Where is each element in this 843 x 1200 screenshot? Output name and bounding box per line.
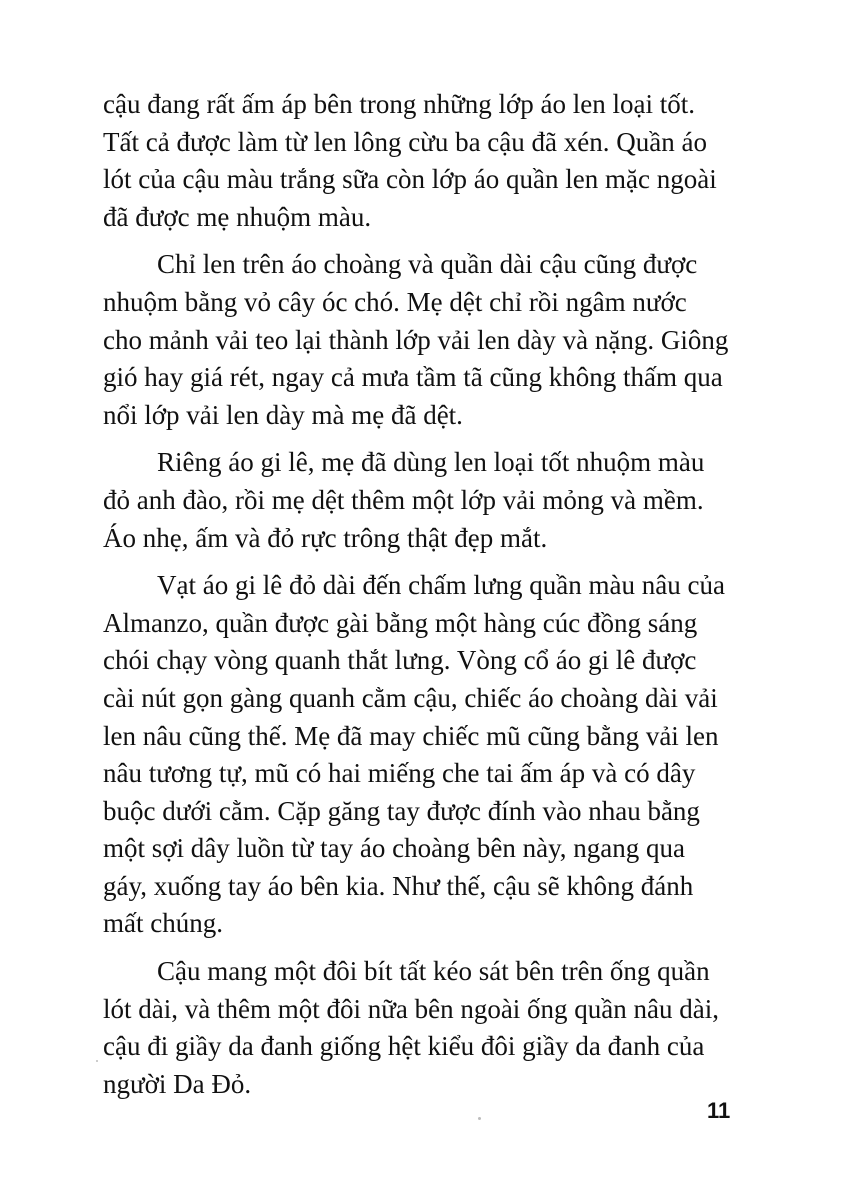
text-line: Áo nhẹ, ấm và đỏ rực trông thật đẹp mắt. bbox=[103, 522, 548, 553]
text-line: Vạt áo gi lê đỏ dài đến chấm lưng quần màu nâu của bbox=[157, 570, 725, 601]
text-line: người Da Đỏ. bbox=[103, 1068, 252, 1099]
text-line: Riêng áo gi lê, mẹ đã dùng len loại tốt nhuộm màu bbox=[157, 447, 705, 478]
text-line: nổi lớp vải len dày mà mẹ đã dệt. bbox=[103, 399, 463, 430]
text-line: cậu đi giầy da đanh giống hệt kiểu đôi giầy da đanh của bbox=[103, 1031, 705, 1062]
text-line: nhuộm bằng vỏ cây óc chó. Mẹ dệt chỉ rồi ngâm nước bbox=[103, 286, 687, 317]
text-line: gáy, xuống tay áo bên kia. Như thế, cậu sẽ không đánh bbox=[103, 870, 694, 901]
text-line: Chỉ len trên áo choàng và quần dài cậu cũng được bbox=[157, 249, 698, 280]
body-text bbox=[103, 86, 739, 1113]
text-line: Tất cả được làm từ len lông cừu ba cậu đã xén. Quần áo bbox=[103, 126, 707, 157]
text-line: lót của cậu màu trắng sữa còn lớp áo quần len mặc ngoài bbox=[103, 164, 717, 195]
text-line: đã được mẹ nhuộm màu. bbox=[103, 201, 372, 232]
paragraph bbox=[103, 86, 739, 236]
text-line: nâu tương tự, mũ có hai miếng che tai ấm áp và có dây bbox=[103, 758, 696, 789]
text-line: gió hay giá rét, ngay cả mưa tầm tã cũng không thấm qua bbox=[103, 362, 723, 393]
text-line: Cậu mang một đôi bít tất kéo sát bên trên ống quần bbox=[157, 956, 710, 987]
print-speck bbox=[478, 1117, 481, 1120]
paragraph bbox=[103, 567, 739, 943]
text-line: len nâu cũng thế. Mẹ đã may chiếc mũ cũng bằng vải len bbox=[103, 720, 719, 751]
text-line: cho mảnh vải teo lại thành lớp vải len dày và nặng. Giông bbox=[103, 324, 729, 355]
print-speck bbox=[96, 1060, 98, 1062]
text-line: lót dài, và thêm một đôi nữa bên ngoài ống quần nâu dài, bbox=[103, 993, 720, 1024]
text-line: cậu đang rất ấm áp bên trong những lớp áo len loại tốt. bbox=[103, 89, 695, 119]
text-line: buộc dưới cằm. Cặp găng tay được đính vào nhau bằng bbox=[103, 795, 700, 826]
text-line: cài nút gọn gàng quanh cằm cậu, chiếc áo choàng dài vải bbox=[103, 682, 718, 713]
text-line: một sợi dây luồn từ tay áo choàng bên này, ngang qua bbox=[103, 833, 686, 864]
paragraph bbox=[103, 953, 739, 1103]
text-line: Almanzo, quần được gài bằng một hàng cúc đồng sáng bbox=[103, 607, 698, 638]
text-line: mất chúng. bbox=[103, 908, 223, 939]
page-number: 11 bbox=[707, 1098, 731, 1123]
text-line: đỏ anh đào, rồi mẹ dệt thêm một lớp vải mỏng và mềm. bbox=[103, 484, 704, 515]
paragraph bbox=[103, 246, 739, 434]
paragraph bbox=[103, 444, 739, 557]
text-line: chói chạy vòng quanh thắt lưng. Vòng cổ áo gi lê được bbox=[103, 645, 697, 676]
